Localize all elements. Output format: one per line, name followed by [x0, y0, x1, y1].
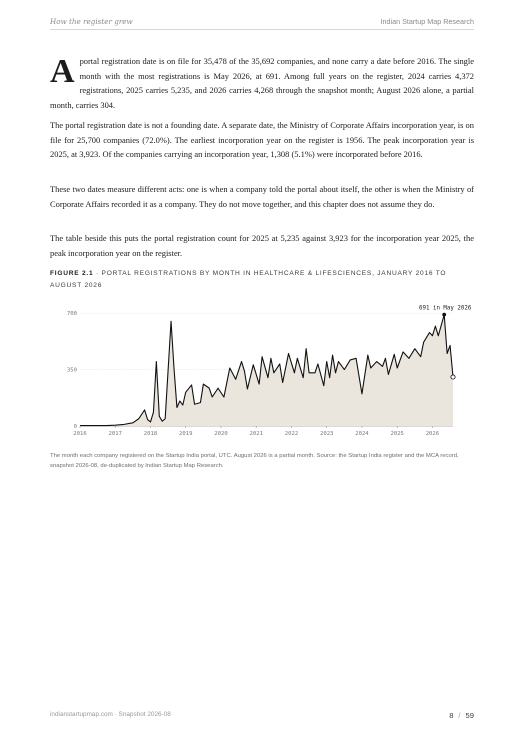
x-tick-label: 2020: [214, 431, 228, 437]
current-page: 8: [449, 711, 454, 720]
y-tick-label: 700: [66, 311, 77, 318]
area-fill: [80, 315, 453, 426]
peak-marker: [442, 313, 446, 317]
x-tick-label: 2024: [355, 431, 369, 437]
x-tick-label: 2017: [108, 431, 122, 437]
x-tick-label: 2022: [284, 431, 299, 437]
figure-number: FIGURE 2.1: [50, 270, 94, 277]
paragraph-1-text: portal registration date is on file for 35,478 of the 35,692 companies, and none carry a date before 2016. The single month with the most registrations is May 2026, at 691. Among full years on the register, 2024 carries 4,372 registrations, 2025 carries 5,235, and 2026 carries 4,268 through the snapshot month; August 2026 alone, a partial month, carries 304.: [50, 56, 474, 111]
partial-month-marker: [451, 375, 455, 379]
paragraph-3: These two dates measure different acts: one is when a company told the portal about itself, the other is when the Ministry of Corporate Affairs recorded it as a company. They do not move together, and this chapter does not assume they do.: [50, 184, 474, 209]
x-tick-label: 2021: [249, 431, 263, 437]
page-number: [449, 711, 474, 720]
figure-caption: [50, 268, 474, 292]
header-divider: [50, 29, 474, 30]
x-tick-label: 2023: [319, 431, 334, 437]
x-tick-label: 2019: [178, 431, 193, 437]
page-separator: /: [458, 711, 461, 720]
y-tick-label: 0: [73, 424, 77, 430]
figure-separator: ·: [93, 270, 102, 277]
x-tick-label: 2026: [425, 431, 440, 437]
peak-annotation-label: 691 in May 2026: [419, 305, 472, 312]
figure-source-note: The month each company registered on the Startup India portal, UTC. August 2026 is a partial month. Source: the Startup India register and the MCA record, snapshot 2026-08, de-duplicated by Indian Startup Map Research.: [50, 453, 459, 469]
registrations-area-chart: [50, 296, 474, 444]
x-tick-label: 2025: [390, 431, 404, 437]
figure-title: PORTAL REGISTRATIONS BY MONTH IN HEALTHCARE & LIFESCIENCES, JANUARY 2016 TO AUGUST 2026: [50, 270, 447, 289]
drop-cap: A: [50, 53, 75, 90]
paragraph-2: The portal registration date is not a founding date. A separate date, the Ministry of Corporate Affairs incorporation year, is on file for 25,700 companies (72.0%). The earliest incorporation year on the register is 1956. The peak incorporation year is 2025, at 3,923. Of the companies carrying an incorporation year, 1,308 (5.1%) were incorporated before 2016.: [50, 120, 474, 160]
x-tick-label: 2016: [73, 431, 87, 437]
x-tick-label: 2018: [143, 431, 158, 437]
paragraph-4: The table beside this puts the portal registration count for 2025 at 5,235 against 3,923 for the incorporation year 2025, the peak incorporation year on the register.: [50, 233, 474, 258]
running-header-chapter: How the register grew: [50, 17, 133, 26]
y-tick-label: 350: [66, 367, 77, 374]
footer-site: indianstartupmap.com · Snapshot 2026-08: [50, 711, 171, 718]
total-pages: 59: [465, 711, 474, 720]
running-header-publication: Indian Startup Map Research: [380, 17, 474, 26]
paragraph-1: [50, 54, 474, 113]
